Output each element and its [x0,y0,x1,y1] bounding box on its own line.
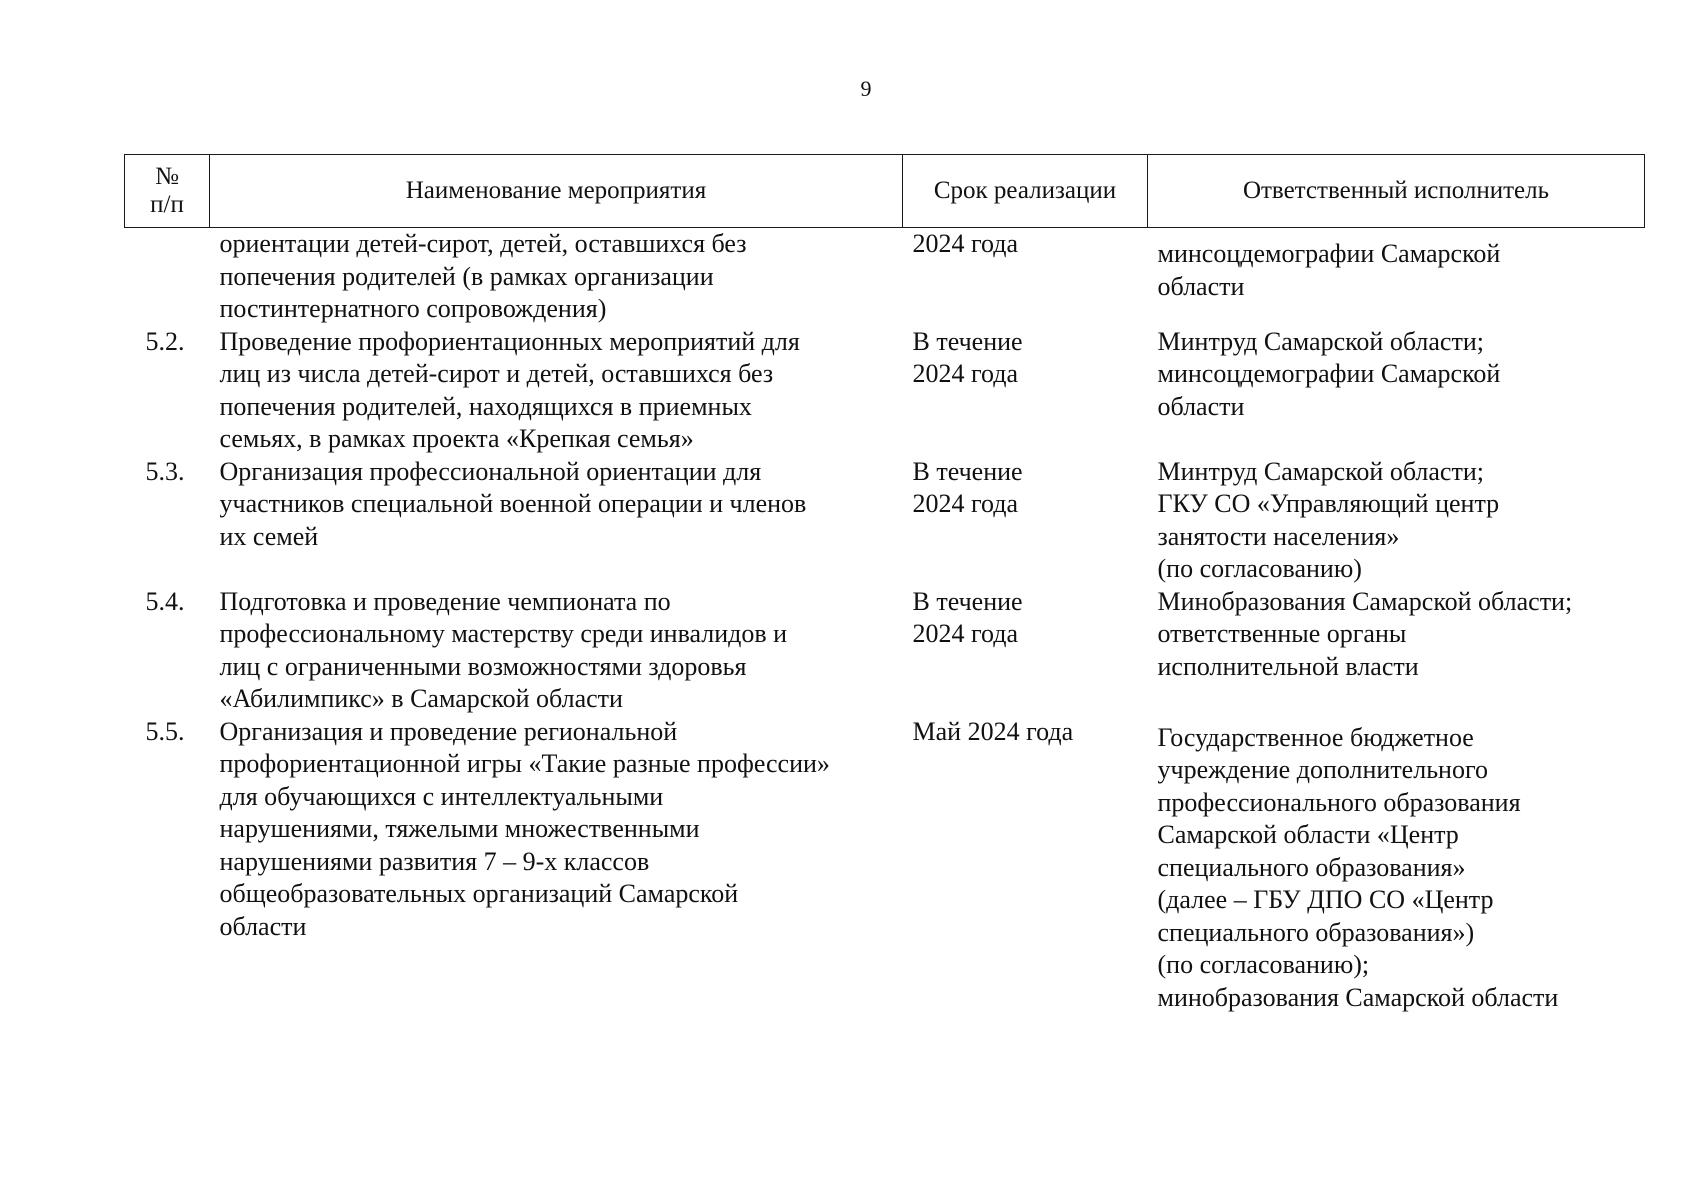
header-num: № п/п [125,155,210,228]
event-name-line: Организация и проведение региональной [219,716,678,746]
table-row [125,228,1645,326]
table-row [125,456,1645,586]
event-name-line: Подготовка и проведение чемпионата по [219,586,671,616]
responsible-line: Минтруд Самарской области; [1157,326,1484,356]
responsible-line: Самарской области «Центр [1157,820,1459,849]
header-name: Наименование мероприятия [210,155,903,228]
responsible-line: ГКУ СО «Управляющий центр [1157,489,1500,518]
event-name-line: попечения родителей, находящихся в приемных [219,391,752,421]
event-name-cell [210,456,903,586]
responsible-line: минсоцдемографии Самарской [1157,239,1501,268]
header-term: Срок реализации [903,155,1148,228]
event-name-cell [210,586,903,716]
term-line: В течение [912,456,1023,486]
event-name-line: участников специальной военной операции и членов [219,489,807,518]
responsible-line: специального образования») [1157,917,1475,947]
event-name-line: нарушениями развития 7 – 9-х классов [219,846,650,876]
event-name-line: ориентации детей-сирот, детей, оставшихся без [219,229,747,258]
event-name-line: «Абилимпикс» в Самарской области [219,684,623,713]
table-row [125,326,1645,456]
term-cell [903,716,1148,1015]
term-cell [903,456,1148,586]
row-number: 5.3. [145,456,185,486]
term-cell [903,586,1148,716]
row-number: 5.5. [145,716,185,746]
plan-table-container [124,154,1644,1014]
term-line: Май 2024 года [912,716,1074,746]
term-line: 2024 года [912,489,1019,518]
page-number: 9 [860,76,872,101]
responsible-line: области [1157,271,1245,301]
event-name-cell [210,228,903,326]
responsible-line: учреждение дополнительного [1157,755,1488,784]
event-name-line: для обучающихся с интеллектуальными [219,781,664,811]
header-row [125,155,1645,228]
plan-table [124,154,1645,1014]
responsible-cell [1148,586,1645,716]
term-cell [903,326,1148,456]
term-line: 2024 года [912,359,1019,388]
event-name-cell [210,716,903,1015]
event-name-line: их семей [219,521,319,551]
term-line: В течение [912,326,1023,356]
responsible-cell [1148,326,1645,456]
table-body [125,228,1645,1015]
event-name-line: семьях, в рамках проекта «Крепкая семья» [219,424,694,453]
term-line: 2024 года [912,229,1019,258]
responsible-line: Минтруд Самарской области; [1157,456,1484,486]
table-row [125,586,1645,716]
event-name-line: постинтернатного сопровождения) [219,294,607,323]
event-name-line: лиц из числа детей-сирот и детей, оставшихся без [219,359,774,388]
event-name-line: профориентационной игры «Такие разные профессии» [219,749,830,778]
responsible-line: Государственное бюджетное [1157,722,1474,752]
responsible-line: минобразования Самарской области [1157,982,1559,1012]
responsible-cell [1148,716,1645,1015]
responsible-line: занятости населения» [1157,521,1400,551]
event-name-line: Проведение профориентационных мероприятий для [219,326,800,356]
term-cell [903,228,1148,326]
term-line: 2024 года [912,619,1019,648]
responsible-line: ответственные органы [1157,619,1407,648]
responsible-line: (по согласованию); [1157,950,1370,979]
event-name-line: лиц с ограниченными возможностями здоровья [219,651,747,681]
header-responsible: Ответственный исполнитель [1148,155,1645,228]
responsible-line: специального образования» [1157,852,1466,882]
responsible-line: Минобразования Самарской области; [1157,586,1573,616]
event-name-line: попечения родителей (в рамках организации [219,261,714,291]
event-name-line: общеобразовательных организаций Самарской [219,879,739,908]
responsible-line: минсоцдемографии Самарской [1157,359,1501,388]
event-name-line: профессиональному мастерству среди инвалидов и [219,619,788,648]
term-line: В течение [912,586,1023,616]
responsible-line: (далее – ГБУ ДПО СО «Центр [1157,885,1494,914]
responsible-line: исполнительной власти [1157,651,1419,681]
responsible-cell [1148,456,1645,586]
row-number: 5.2. [145,326,185,356]
row-number [125,228,210,326]
event-name-cell [210,326,903,456]
responsible-line: профессионального образования [1157,787,1521,817]
event-name-line: Организация профессиональной ориентации для [219,456,762,486]
responsible-cell [1148,228,1645,326]
table-header [125,155,1645,228]
responsible-line: области [1157,391,1245,421]
responsible-line: (по согласованию) [1157,554,1362,583]
event-name-line: нарушениями, тяжелыми множественными [219,814,700,843]
table-row [125,716,1645,1015]
event-name-line: области [219,911,307,941]
row-number: 5.4. [145,586,185,616]
